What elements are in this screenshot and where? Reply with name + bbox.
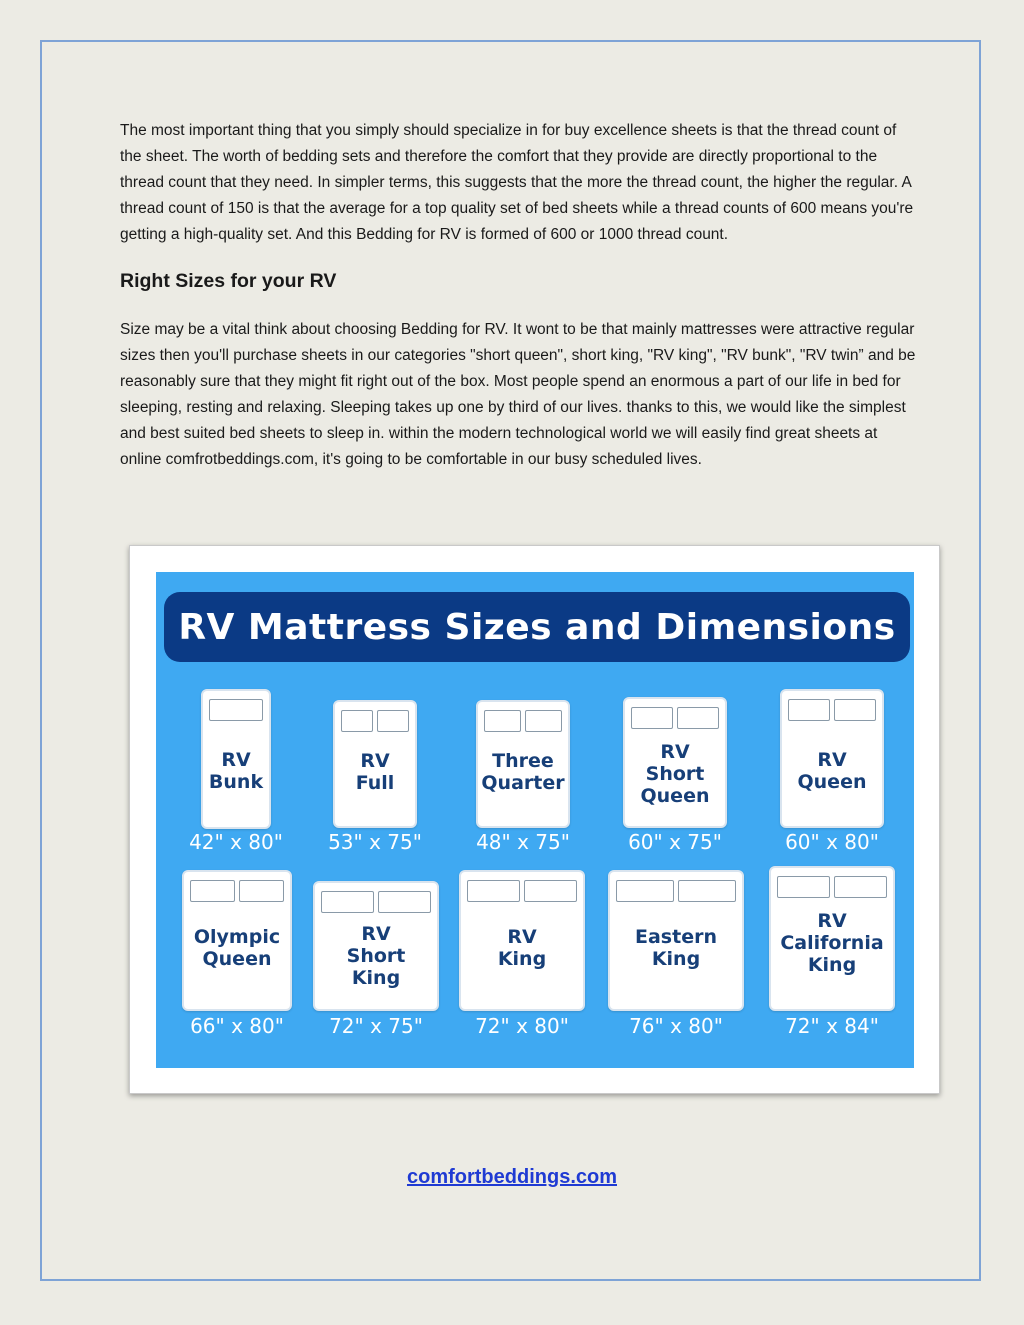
mattress-name: RV California King xyxy=(780,910,884,976)
pillow-icon xyxy=(777,876,830,898)
mattress-dimensions: 76" x 80" xyxy=(629,1014,723,1038)
pillow-row xyxy=(335,710,415,732)
pillow-icon xyxy=(524,880,577,902)
infographic-banner xyxy=(164,592,910,662)
document-body xyxy=(120,118,920,473)
mattress-tile xyxy=(780,689,884,828)
mattress-name: Eastern King xyxy=(635,926,717,970)
paragraph-thread-count: The most important thing that you simply should specialize in for buy excellence sheets is that the thread count of the sheet. The worth of bedding sets and therefore the comfort that they provide are directly proportional to the thread count that they need. In simpler terms, this suggests that the more the thread count, the higher the regular. A thread count of 150 is that the average for a top quality set of bed sheets while a thread counts of 600 means you're getting a high-quality set. And this Bedding for RV is formed of 600 or 1000 thread count. xyxy=(120,122,914,243)
pillow-icon xyxy=(616,880,674,902)
pillow-icon xyxy=(525,710,562,732)
pillow-icon xyxy=(377,710,409,732)
pillow-row xyxy=(315,891,437,913)
site-link-container xyxy=(0,1166,1024,1189)
pillow-icon xyxy=(378,891,431,913)
mattress-dimensions: 72" x 84" xyxy=(785,1014,879,1038)
mattress-tile xyxy=(476,700,570,828)
pillow-icon xyxy=(834,876,887,898)
pillow-icon xyxy=(209,699,263,721)
mattress-tile xyxy=(623,697,727,828)
pillow-row xyxy=(184,880,290,902)
mattress-name: RV Short Queen xyxy=(640,741,710,807)
site-link[interactable]: comfortbeddings.com xyxy=(406,1166,617,1188)
section-heading: Right Sizes for your RV xyxy=(120,270,337,292)
mattress-dimensions: 60" x 75" xyxy=(628,830,722,854)
pillow-icon xyxy=(834,699,876,721)
mattress-tile xyxy=(769,866,895,1011)
infographic-frame xyxy=(129,545,940,1094)
pillow-icon xyxy=(239,880,284,902)
pillow-icon xyxy=(190,880,235,902)
infographic-panel xyxy=(156,572,914,1068)
pillow-icon xyxy=(467,880,520,902)
mattress-tile xyxy=(608,870,744,1011)
mattress-dimensions: 42" x 80" xyxy=(189,830,283,854)
pillow-row xyxy=(461,880,583,902)
pillow-icon xyxy=(677,707,719,729)
pillow-row xyxy=(203,699,269,721)
pillow-icon xyxy=(484,710,521,732)
mattress-dimensions: 72" x 75" xyxy=(329,1014,423,1038)
infographic-title: RV Mattress Sizes and Dimensions xyxy=(178,606,896,648)
mattress-dimensions: 53" x 75" xyxy=(328,830,422,854)
pillow-row xyxy=(625,707,725,729)
mattress-dimensions: 60" x 80" xyxy=(785,830,879,854)
pillow-icon xyxy=(788,699,830,721)
pillow-icon xyxy=(321,891,374,913)
pillow-row xyxy=(610,880,742,902)
pillow-row xyxy=(478,710,568,732)
pillow-row xyxy=(771,876,893,898)
mattress-tile xyxy=(182,870,292,1011)
pillow-row xyxy=(782,699,882,721)
mattress-name: Three Quarter xyxy=(481,750,565,794)
paragraph-sizes: Size may be a vital think about choosing Bedding for RV. It wont to be that mainly mattresses were attractive regular sizes then you'll purchase sheets in our categories "short queen", short king, "RV king", "RV bunk", "RV twin” and be reasonably sure that they might fit right out of the box. Most people spend an enormous a part of our life in bed for sleeping, resting and relaxing. Sleeping takes up one by third of our lives. thanks to this, we would like the simplest and best suited bed sheets to sleep in. within the modern technological world we will easily find great sheets at online comfrotbeddings.com, it's going to be comfortable in our busy scheduled lives. xyxy=(120,321,916,468)
mattress-name: RV Bunk xyxy=(208,749,264,793)
mattress-name: RV Full xyxy=(355,750,395,794)
mattress-dimensions: 66" x 80" xyxy=(190,1014,284,1038)
mattress-dimensions: 72" x 80" xyxy=(475,1014,569,1038)
mattress-tile xyxy=(313,881,439,1011)
mattress-name: RV King xyxy=(497,926,547,970)
mattress-name: RV Short King xyxy=(346,923,406,989)
mattress-name: Olympic Queen xyxy=(193,926,281,970)
mattress-tile xyxy=(459,870,585,1011)
mattress-tile xyxy=(333,700,417,828)
pillow-icon xyxy=(678,880,736,902)
mattress-dimensions: 48" x 75" xyxy=(476,830,570,854)
mattress-name: RV Queen xyxy=(797,749,867,793)
pillow-icon xyxy=(631,707,673,729)
mattress-tile xyxy=(201,689,271,829)
pillow-icon xyxy=(341,710,373,732)
